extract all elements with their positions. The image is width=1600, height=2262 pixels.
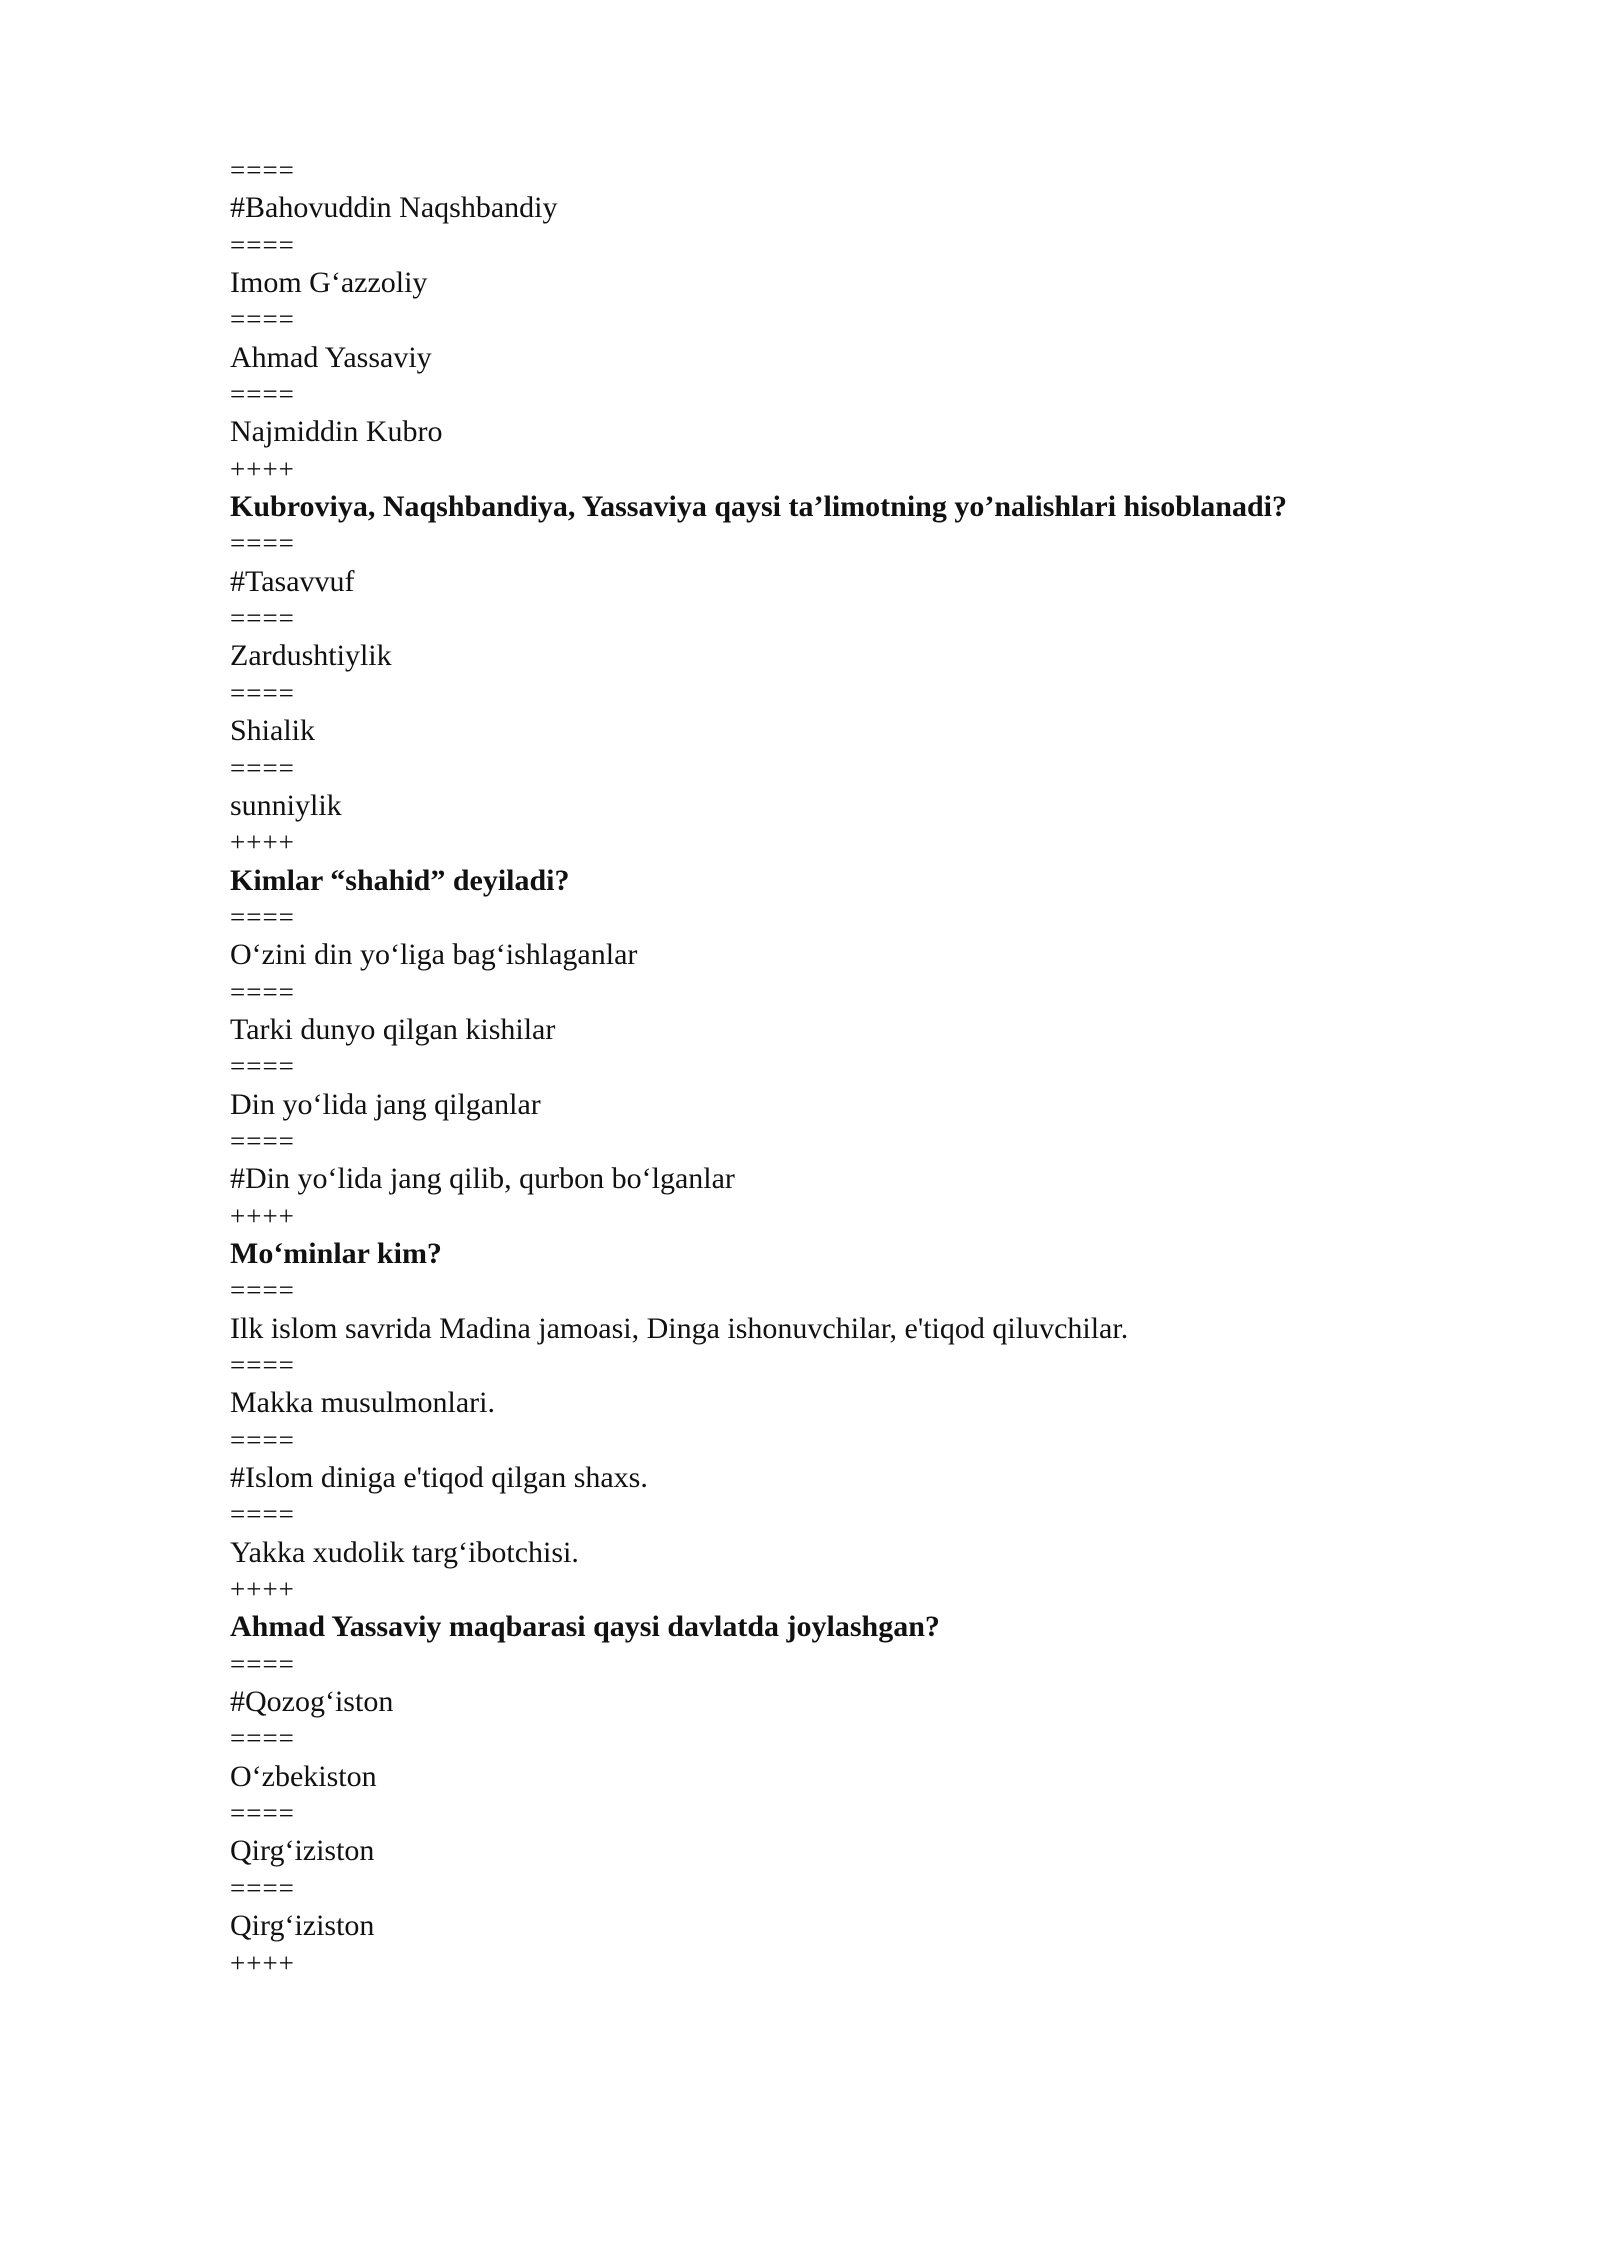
- answer-option: Ilk islom savrida Madina jamoasi, Dinga ishonuvchilar, e'tiqod qiluvchilar.: [230, 1311, 1129, 1345]
- option-separator: ====: [230, 1350, 295, 1380]
- question-text: Mo‘minlar kim?: [230, 1236, 442, 1270]
- document-body: [230, 152, 1430, 1982]
- option-separator: ====: [230, 752, 295, 783]
- answer-option: sunniylik: [230, 788, 342, 822]
- answer-option: Tarki dunyo qilgan kishilar: [230, 1012, 556, 1046]
- answer-option: Shialik: [230, 714, 316, 748]
- question-text: Kimlar “shahid” deyiladi?: [230, 863, 570, 897]
- option-separator: ====: [230, 901, 295, 932]
- option-separator: ====: [230, 1872, 295, 1903]
- option-separator: ====: [230, 1648, 295, 1679]
- option-separator: ====: [230, 229, 295, 260]
- answer-option: Najmiddin Kubro: [230, 415, 443, 449]
- correct-answer-option: #Qozog‘iston: [230, 1685, 394, 1719]
- question-separator: ++++: [230, 827, 295, 858]
- option-separator: ====: [230, 1051, 295, 1082]
- question-separator: ++++: [230, 1200, 295, 1231]
- question-separator: ++++: [230, 1574, 295, 1605]
- answer-option: Din yo‘lida jang qilganlar: [230, 1087, 541, 1121]
- answer-option: Qirg‘iziston: [230, 1909, 375, 1943]
- option-separator: ====: [230, 1798, 295, 1829]
- question-text: Kubroviya, Naqshbandiya, Yassaviya qaysi ta’limotning yo’nalishlari hisoblanadi?: [230, 490, 1287, 524]
- correct-answer-option: #Islom diniga e'tiqod qilgan shaxs.: [230, 1461, 648, 1495]
- correct-answer-option: #Bahovuddin Naqshbandiy: [230, 191, 558, 225]
- answer-option: Zardushtiylik: [230, 639, 392, 673]
- option-separator: ====: [230, 1275, 295, 1306]
- correct-answer-option: #Tasavvuf: [230, 564, 355, 598]
- option-separator: ====: [230, 677, 295, 708]
- answer-option: Ahmad Yassaviy: [230, 340, 432, 374]
- option-separator: ====: [230, 379, 295, 410]
- option-separator: ====: [230, 1723, 295, 1754]
- answer-option: Imom G‘azzoliy: [230, 266, 428, 300]
- option-separator: ====: [230, 155, 295, 185]
- option-separator: ====: [230, 528, 295, 559]
- option-separator: ====: [230, 603, 295, 634]
- option-separator: ====: [230, 1499, 295, 1530]
- answer-option: Yakka xudolik targ‘ibotchisi.: [230, 1535, 579, 1569]
- answer-option: Makka musulmonlari.: [230, 1386, 495, 1420]
- question-text: Ahmad Yassaviy maqbarasi qaysi davlatda joylashgan?: [230, 1610, 940, 1644]
- answer-option: O‘zbekiston: [230, 1759, 377, 1793]
- question-separator: ++++: [230, 1947, 295, 1978]
- option-separator: ====: [230, 1125, 295, 1156]
- option-separator: ====: [230, 976, 295, 1007]
- option-separator: ====: [230, 1424, 295, 1455]
- answer-option: Qirg‘iziston: [230, 1834, 375, 1868]
- answer-option: O‘zini din yo‘liga bag‘ishlaganlar: [230, 938, 638, 972]
- correct-answer-option: #Din yo‘lida jang qilib, qurbon bo‘lganlar: [230, 1162, 735, 1196]
- option-separator: ====: [230, 304, 295, 335]
- question-separator: ++++: [230, 453, 295, 484]
